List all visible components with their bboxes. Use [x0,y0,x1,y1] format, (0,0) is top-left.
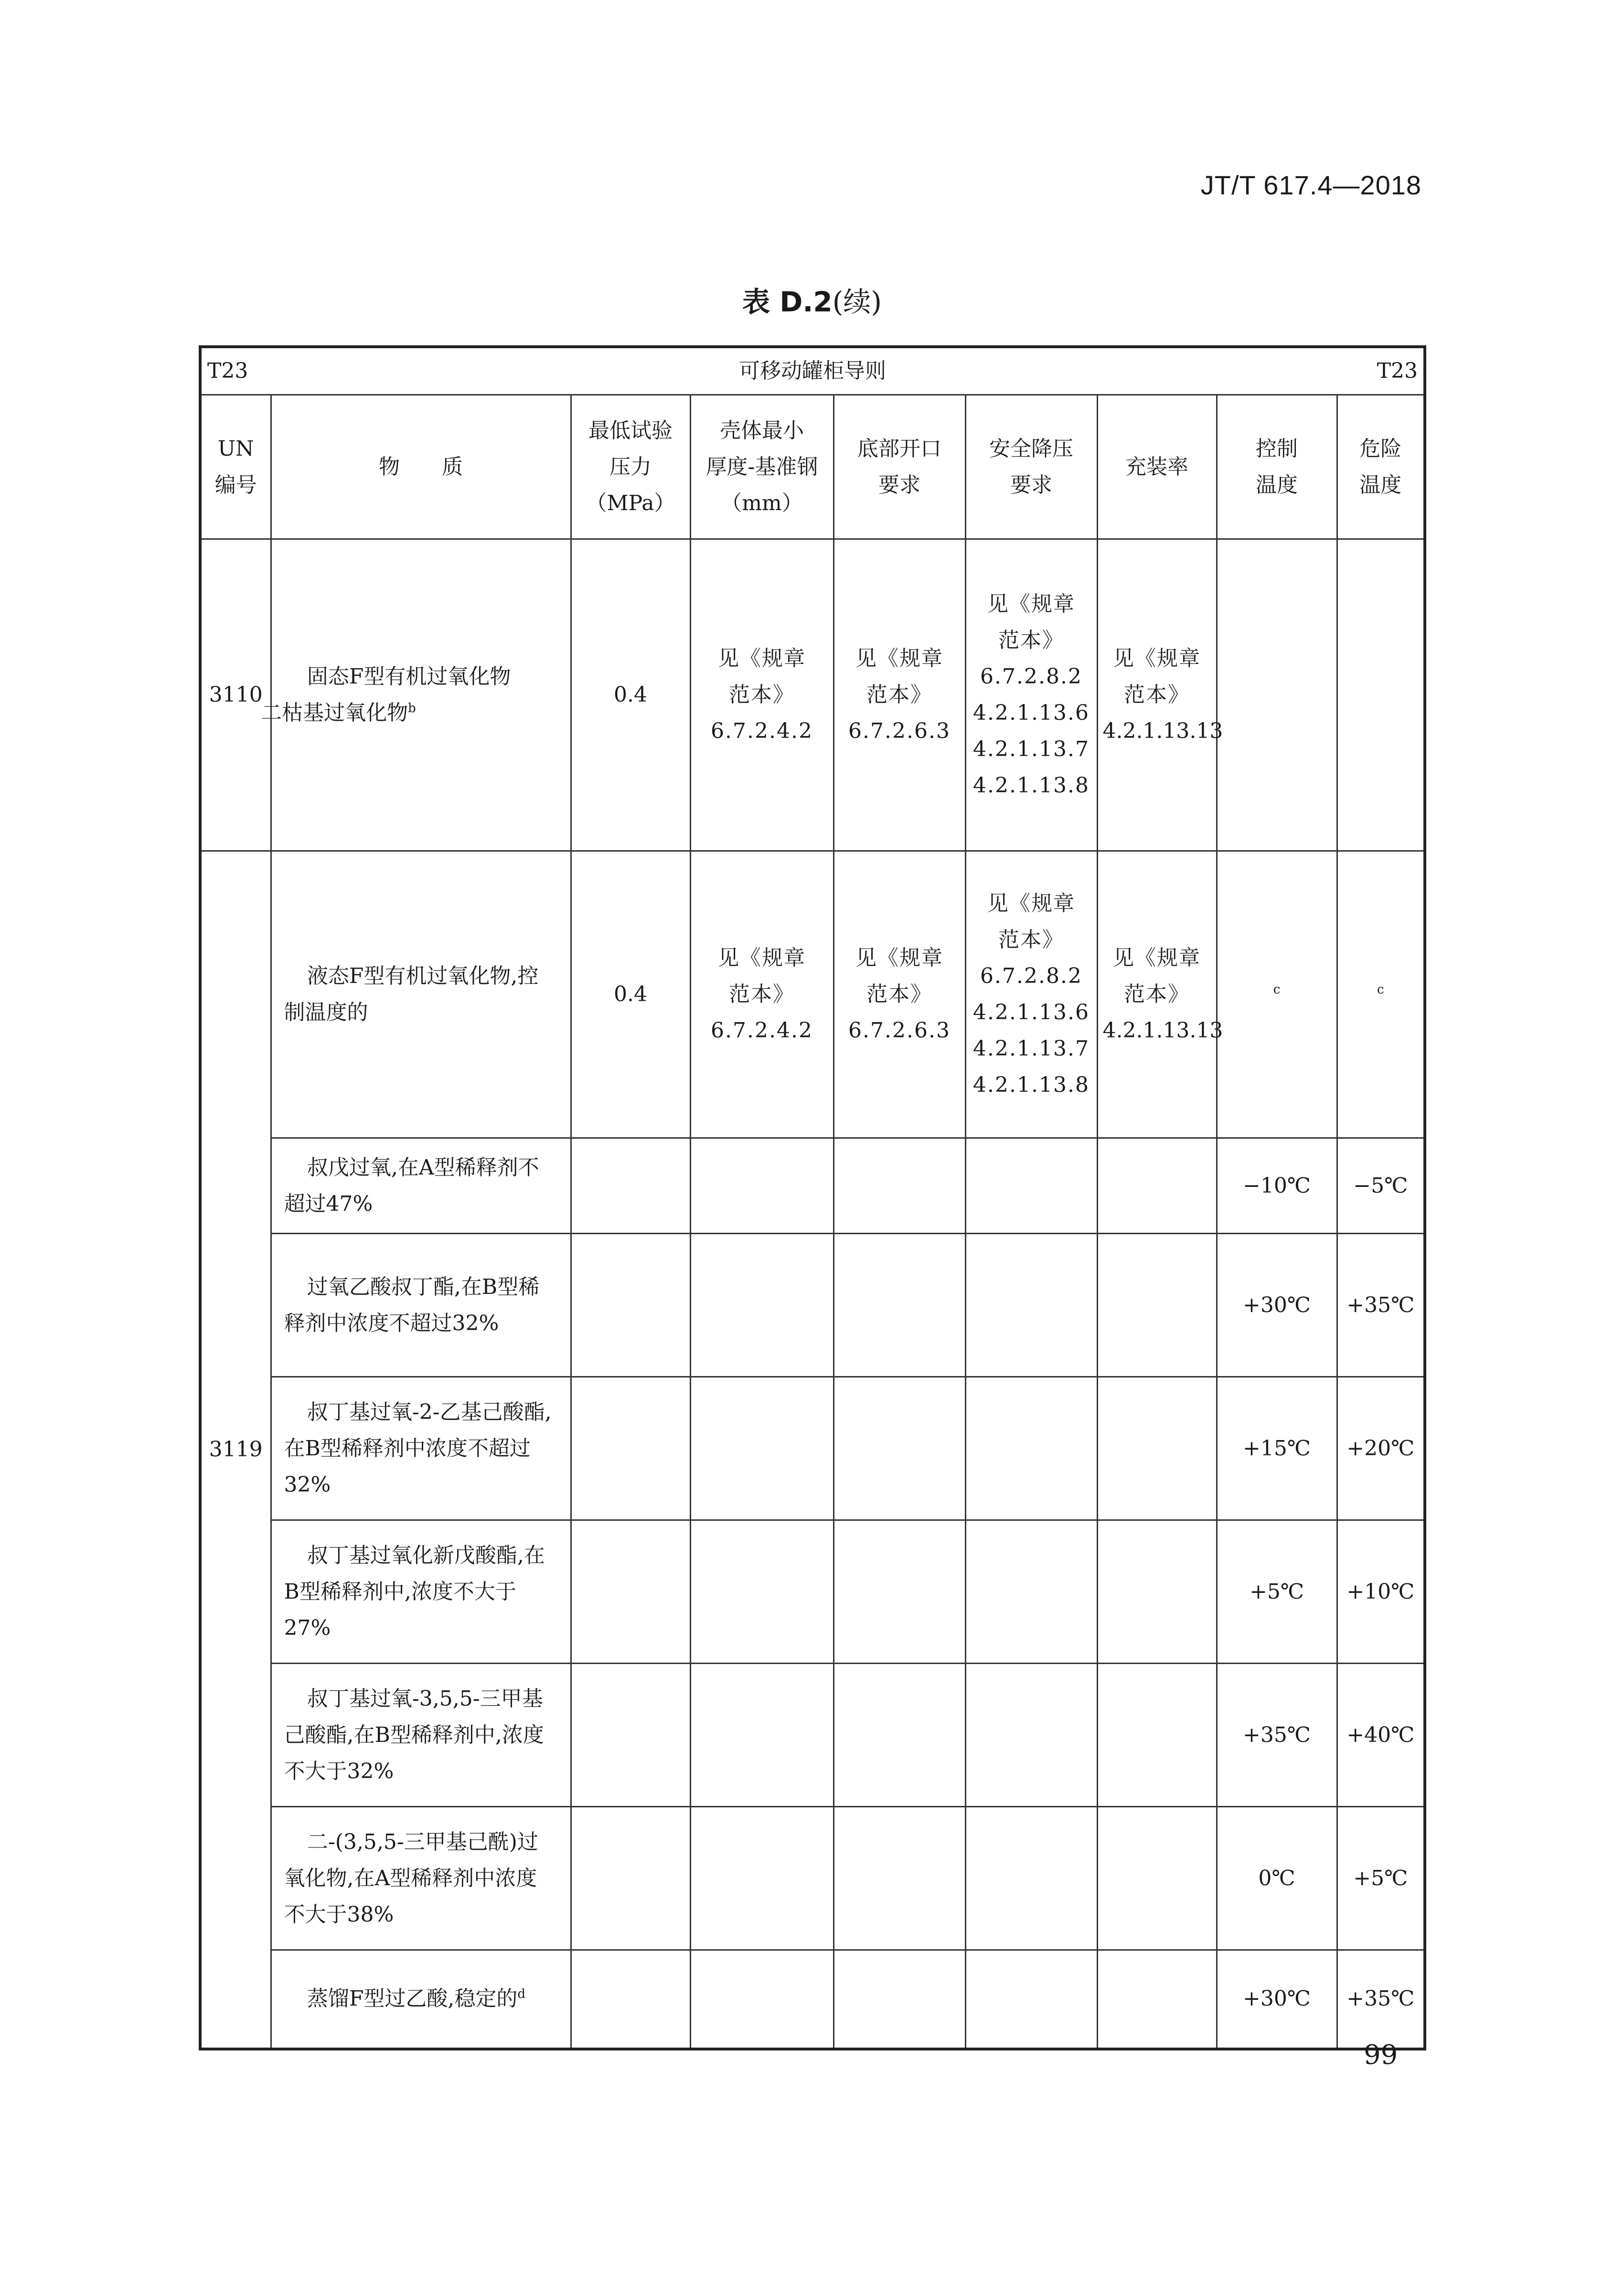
control-temp: +5℃ [1217,1520,1337,1664]
control-temp: +30℃ [1217,1234,1337,1377]
table-row [200,1664,1425,1807]
control-temp: −10℃ [1217,1138,1337,1234]
col-header-substance: 物 质 [271,395,571,539]
table-title-label: 表 D.2 [742,286,833,318]
substance-cell: 叔丁基过氧-2-乙基己酸酯,在B型稀释剂中浓度不超过32% [271,1377,571,1520]
table-caption-row [200,347,1425,395]
substance-cell: 叔丁基过氧化新戊酸酯,在B型稀释剂中,浓度不大于27% [271,1520,571,1664]
col-header-bottom-opening: 底部开口 要求 [833,395,965,539]
col-header-filling-ratio: 充装率 [1097,395,1217,539]
control-temp: +30℃ [1217,1950,1337,2049]
danger-temp [1337,539,1425,851]
table-row-3110 [200,539,1425,851]
substance-cell: 二-(3,5,5-三甲基己酰)过氧化物,在A型稀释剂中浓度不大于38% [271,1807,571,1950]
header-row [200,395,1425,539]
note-mark: c [1273,982,1281,997]
col-header-control-temp: 控制 温度 [1217,395,1337,539]
thickness-ref: 见《规章 范本》 6.7.2.4.2 [690,539,833,851]
table-row [200,1234,1425,1377]
caption-left-code: T23 [207,359,248,383]
control-temp [1217,851,1337,1138]
danger-temp: +35℃ [1337,1234,1425,1377]
data-table [199,345,1426,2050]
control-temp [1217,539,1337,851]
caption-title: 可移动罐柜导则 [739,359,887,383]
danger-temp: +20℃ [1337,1377,1425,1520]
table-title [0,279,1624,320]
col-header-pressure-relief: 安全降压 要求 [965,395,1097,539]
danger-temp [1337,851,1425,1138]
col-header-shell-thickness: 壳体最小 厚度-基准钢 （mm） [690,395,833,539]
col-header-danger-temp: 危险 温度 [1337,395,1425,539]
substance-cell: 固态F型有机过氧化物 二枯基过氧化物$^b$ [271,539,571,851]
table-row [200,1807,1425,1950]
thickness-ref: 见《规章 范本》 6.7.2.4.2 [690,851,833,1138]
test-pressure-value: 0.4 [571,539,690,851]
bottom-opening-ref: 见《规章 范本》 6.7.2.6.3 [833,539,965,851]
caption-right-code: T23 [1377,359,1418,383]
danger-temp: +35℃ [1337,1950,1425,2049]
relief-ref: 见《规章 范本》 6.7.2.8.2 4.2.1.13.6 4.2.1.13.7 4.2.1.13.8 [965,851,1097,1138]
substance-cell: 液态F型有机过氧化物,控制温度的 [271,851,571,1138]
danger-temp: −5℃ [1337,1138,1425,1234]
control-temp: +15℃ [1217,1377,1337,1520]
note-mark: b [408,701,416,715]
bottom-opening-ref: 见《规章 范本》 6.7.2.6.3 [833,851,965,1138]
col-header-test-pressure: 最低试验 压力 （MPa） [571,395,690,539]
table-row [200,1950,1425,2049]
control-temp: 0℃ [1217,1807,1337,1950]
substance-cell: 过氧乙酸叔丁酯,在B型稀释剂中浓度不超过32% [271,1234,571,1377]
table-row [200,1138,1425,1234]
table-row [200,1377,1425,1520]
note-mark: c [1377,982,1384,997]
danger-temp: +10℃ [1337,1520,1425,1664]
filling-ref: 见《规章 范本》 4.2.1.13.13 [1097,539,1217,851]
page-number: 99 [1364,2039,1398,2071]
filling-ref: 见《规章 范本》 4.2.1.13.13 [1097,851,1217,1138]
relief-ref: 见《规章 范本》 6.7.2.8.2 4.2.1.13.6 4.2.1.13.7 4.2.1.13.8 [965,539,1097,851]
table-row [200,1520,1425,1664]
substance-cell: 蒸馏F型过乙酸,稳定的$^d$ [271,1950,571,2049]
un-number: 3110 [200,539,271,851]
standard-code: JT/T 617.4—2018 [1200,170,1421,200]
col-header-un: UN 编号 [200,395,271,539]
table-row-3119 [200,851,1425,1138]
test-pressure-value: 0.4 [571,851,690,1138]
control-temp: +35℃ [1217,1664,1337,1807]
table-title-suffix: (续) [832,286,882,318]
substance-cell: 叔戊过氧,在A型稀释剂不超过47% [271,1138,571,1234]
danger-temp: +5℃ [1337,1807,1425,1950]
un-number: 3119 [200,851,271,2049]
danger-temp: +40℃ [1337,1664,1425,1807]
note-mark: d [517,1987,526,2002]
substance-cell: 叔丁基过氧-3,5,5-三甲基己酸酯,在B型稀释剂中,浓度不大于32% [271,1664,571,1807]
